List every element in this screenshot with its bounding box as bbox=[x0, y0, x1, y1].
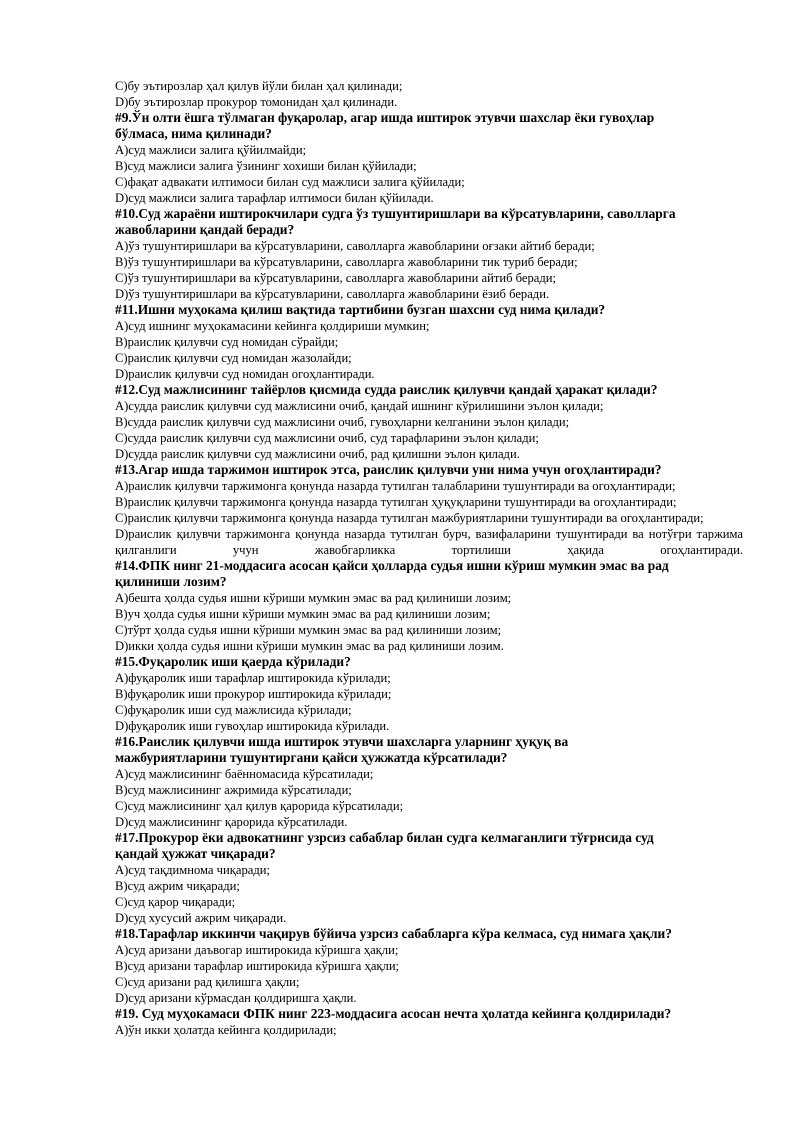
answer-line: C)тўрт ҳолда судья ишни кўриши мумкин эмас ва рад қилиниши лозим; bbox=[115, 623, 502, 637]
answer-line: C)фақат адвакати илтимоси билан суд мажлиси залига қўйилади; bbox=[115, 175, 465, 189]
answer-line: C)суд қарор чиқаради; bbox=[115, 895, 236, 909]
answer-line: D)икки ҳолда судья ишни кўриши мумкин эмас ва рад қилиниши лозим. bbox=[115, 639, 504, 653]
question-line: мажбуриятларини тушунтиргани қайси ҳужжатда кўрсатилади? bbox=[115, 750, 508, 765]
answer-line: C)судда раислик қилувчи суд мажлисини очиб, суд тарафларини эълон қилади; bbox=[115, 431, 539, 445]
question-line: қилиниши лозим? bbox=[115, 574, 227, 589]
question-line: #18.Тарафлар иккинчи чақирув бўйича узрсиз сабабларга кўра келмаса, суд нимага ҳақли? bbox=[115, 926, 672, 941]
answer-line: B)ўз тушунтиришлари ва кўрсатувларини, саволларга жавобларини тик туриб беради; bbox=[115, 255, 578, 269]
answer-line: С)бу эътирозлар ҳал қилув йўли билан ҳал қилинади; bbox=[115, 79, 403, 93]
answer-line: A)фуқаролик иши тарафлар иштирокида кўрилади; bbox=[115, 671, 391, 685]
answer-line: A)суд тақдимнома чиқаради; bbox=[115, 863, 270, 877]
question-line: #12.Суд мажлисининг тайёрлов қисмида судда раислик қилувчи қандай ҳаракат қилади? bbox=[115, 382, 658, 397]
answer-line: B)фуқаролик иши прокурор иштирокида кўрилади; bbox=[115, 687, 392, 701]
question-line: #10.Суд жараёни иштирокчилари судга ўз тушунтиришлари ва кўрсатувларини, саволларга bbox=[115, 206, 676, 221]
answer-line: C)суд мажлисининг ҳал қилув қарорида кўрсатилади; bbox=[115, 799, 404, 813]
answer-line: B)уч ҳолда судья ишни кўриши мумкин эмас ва рад қилиниши лозим; bbox=[115, 607, 491, 621]
question-line: қандай ҳужжат чиқаради? bbox=[115, 846, 276, 861]
answer-line: B)суд мажлиси залига ўзининг хохиши билан қўйилади; bbox=[115, 159, 417, 173]
answer-line: D)раислик қилувчи суд номидан огоҳлантиради. bbox=[115, 367, 375, 381]
question-line: #11.Ишни муҳокама қилиш вақтида тартибини бузган шахсни суд нима қилади? bbox=[115, 302, 606, 317]
answer-line: A)суд мажлиси залига қўйилмайди; bbox=[115, 143, 307, 157]
question-line: #9.Ўн олти ёшга тўлмаган фуқаролар, агар ишда иштирок этувчи шахслар ёки гувоҳлар bbox=[115, 110, 655, 125]
answer-line: A)бешта ҳолда судья ишни кўриши мумкин эмас ва рад қилиниши лозим; bbox=[115, 591, 512, 605]
question-line: жавобларини қандай беради? bbox=[115, 222, 295, 237]
answer-line: D)суд аризани кўрмасдан қолдиришга ҳақли. bbox=[115, 991, 357, 1005]
answer-line: A)судда раислик қилувчи суд мажлисини очиб, қандай ишнинг кўрилишини эълон қилади; bbox=[115, 399, 604, 413]
answer-line: A)суд аризани даъвогар иштирокида кўришга ҳақли; bbox=[115, 943, 399, 957]
question-line: #16.Раислик қилувчи ишда иштирок этувчи шахсларга уларнинг ҳуқуқ ва bbox=[115, 734, 569, 749]
answer-line: B)суд ажрим чиқаради; bbox=[115, 879, 240, 893]
answer-line: B)раислик қилувчи суд номидан сўрайди; bbox=[115, 335, 339, 349]
answer-line: C)ўз тушунтиришлари ва кўрсатувларини, саволларга жавобларини айтиб беради; bbox=[115, 271, 557, 285]
answer-line: B)раислик қилувчи таржимонга қонунда назарда тутилган ҳуқуқларини тушунтиради ва огоҳлантиради; bbox=[115, 495, 677, 509]
answer-line: D)судда раислик қилувчи суд мажлисини очиб, рад қилишни эълон қилади. bbox=[115, 447, 520, 461]
question-line: #17.Прокурор ёки адвокатнинг узрсиз сабаблар билан судга келмаганлиги тўғрисида суд bbox=[115, 830, 654, 845]
question-line: #15.Фуқаролик иши қаерда кўрилади? bbox=[115, 654, 351, 669]
answer-line: A)ўз тушунтиришлари ва кўрсатувларини, саволларга жавобларини оғзаки айтиб беради; bbox=[115, 239, 595, 253]
answer-line: D)ўз тушунтиришлари ва кўрсатувларини, саволларга жавобларини ёзиб беради. bbox=[115, 287, 550, 301]
answer-line: A)ўн икки ҳолатда кейинга қолдирилади; bbox=[115, 1023, 337, 1037]
answer-line: B)суд мажлисининг ажримида кўрсатилади; bbox=[115, 783, 352, 797]
answer-line: C)раислик қилувчи суд номидан жазолайди; bbox=[115, 351, 352, 365]
answer-line: A)раислик қилувчи таржимонга қонунда назарда тутилган талабларини тушунтиради ва огоҳлантиради; bbox=[115, 479, 676, 493]
answer-line: C)раислик қилувчи таржимонга қонунда назарда тутилган мажбуриятларини тушунтиради ва огоҳлантиради; bbox=[115, 511, 704, 525]
answer-line: D)суд мажлисининг қарорида кўрсатилади. bbox=[115, 815, 348, 829]
answer-line: D)фуқаролик иши гувоҳлар иштирокида кўрилади. bbox=[115, 719, 390, 733]
answer-line: D)бу эътирозлар прокурор томонидан ҳал қилинади. bbox=[115, 95, 398, 109]
answer-line: C)фуқаролик иши суд мажлисида кўрилади; bbox=[115, 703, 352, 717]
question-line: #19. Суд муҳокамаси ФПК нинг 223-моддасига асосан нечта ҳолатда кейинга қолдирилади? bbox=[115, 1006, 672, 1021]
answer-line: D)суд хусусий ажрим чиқаради. bbox=[115, 911, 287, 925]
answer-line: D)суд мажлиси залига тарафлар илтимоси билан қўйилади. bbox=[115, 191, 434, 205]
question-line: #13.Агар ишда таржимон иштирок этса, раислик қилувчи уни нима учун огоҳлантиради? bbox=[115, 462, 662, 477]
question-line: #14.ФПК нинг 21-моддасига асосан қайси ҳолларда судья ишни кўриш мумкин эмас ва рад bbox=[115, 558, 669, 573]
answer-line: A)суд ишнинг муҳокамасини кейинга қолдириши мумкин; bbox=[115, 319, 430, 333]
answer-line: D)раислик қилувчи таржимонга қонунда назарда тутилган бурч, вазифаларини тушунтиради ва нотўғри таржима қилганлиги учун жавобгарликка тортилиши ҳақида огоҳлантиради. bbox=[115, 527, 743, 557]
answer-line: B)судда раислик қилувчи суд мажлисини очиб, гувоҳларни келганини эълон қилади; bbox=[115, 415, 570, 429]
answer-line: A)суд мажлисининг баённомасида кўрсатилади; bbox=[115, 767, 374, 781]
answer-line: C)суд аризани рад қилишга ҳақли; bbox=[115, 975, 300, 989]
answer-line: B)суд аризани тарафлар иштирокида кўришга ҳақли; bbox=[115, 959, 400, 973]
question-line: бўлмаса, нима қилинади? bbox=[115, 126, 272, 141]
